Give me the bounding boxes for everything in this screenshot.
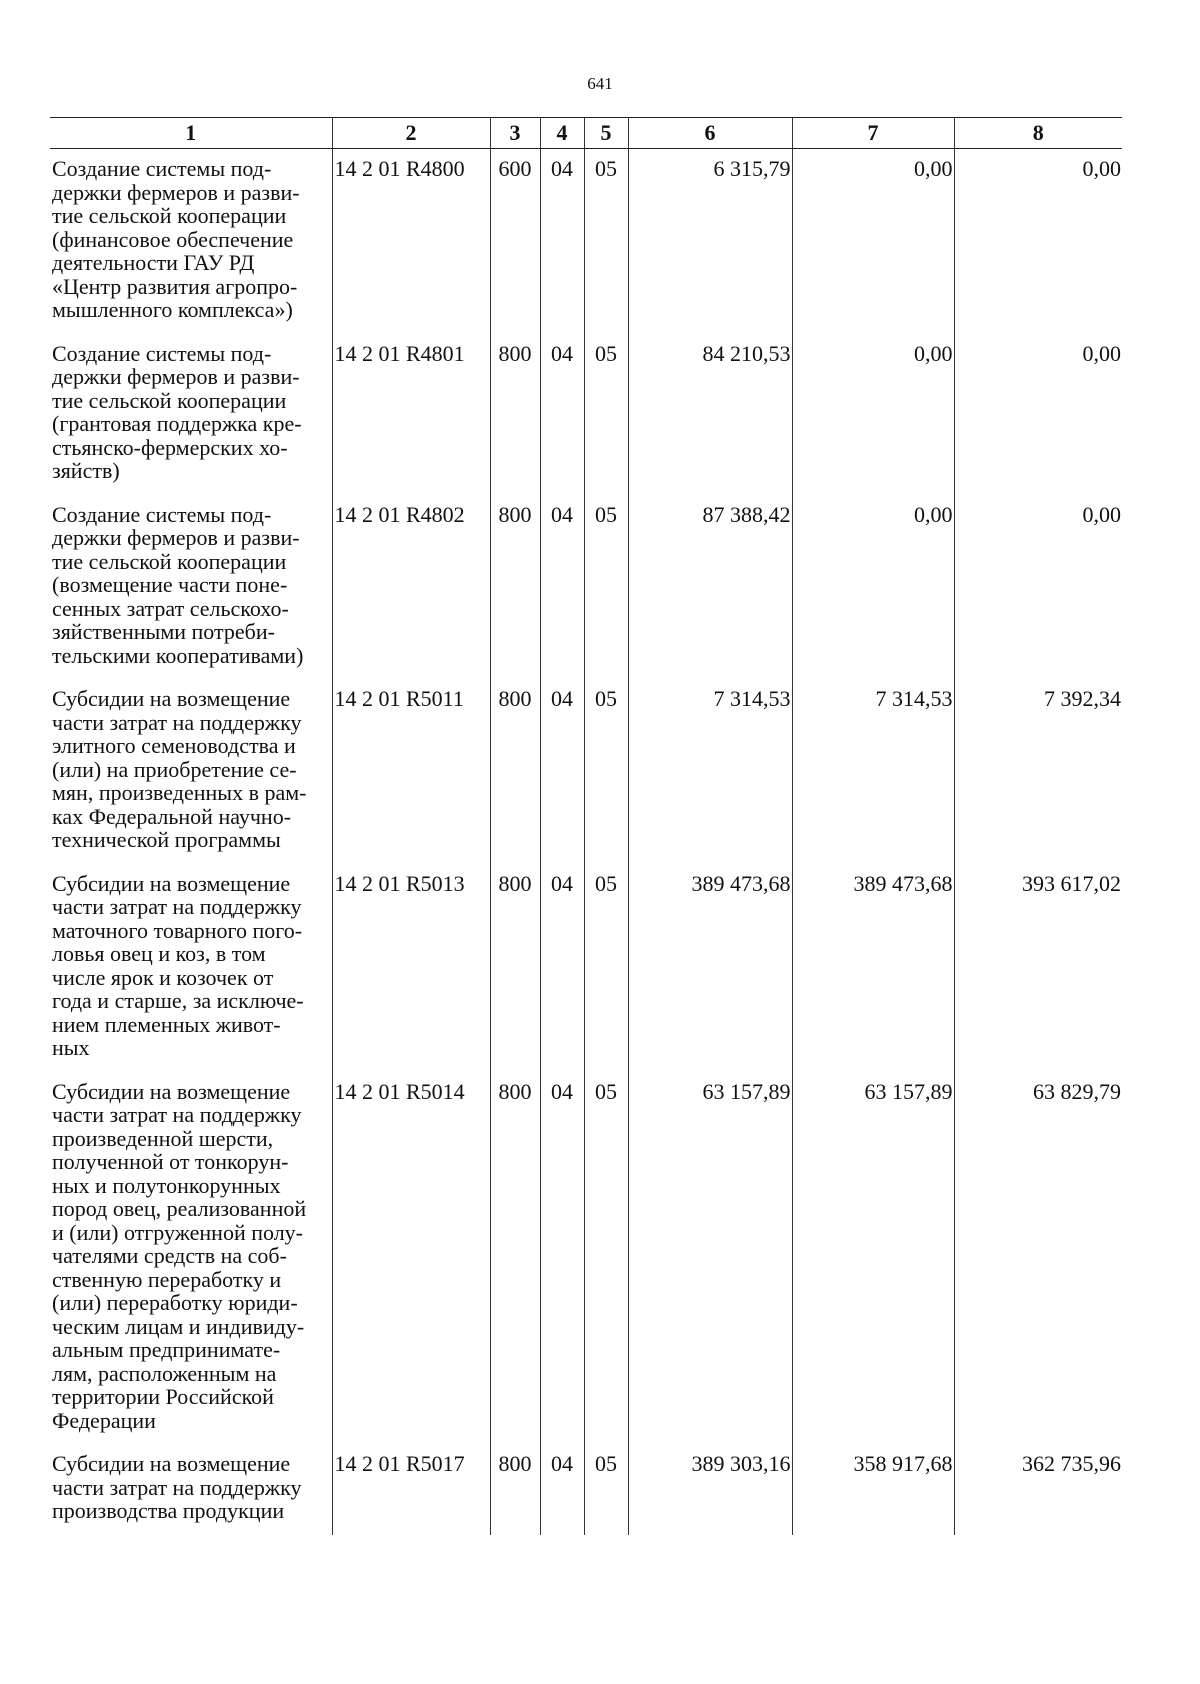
row-description: Создание системы под- держки фермеров и разви- тие сельской кооперации (финансовое обеспечение деятельности ГАУ РД «Центр развития агропро- мышленного комплекса»)	[52, 156, 300, 322]
row-value-7: 0,00	[792, 149, 954, 334]
row-value-8: 0,00	[954, 495, 1122, 680]
column-header-4: 4	[540, 118, 584, 149]
column-header-6: 6	[628, 118, 792, 149]
row-code: 14 2 01 R4800	[332, 149, 490, 334]
page-number: 641	[587, 74, 613, 93]
row-col3: 800	[490, 1072, 540, 1445]
table-row	[50, 149, 1122, 334]
row-col4: 04	[540, 1072, 584, 1445]
row-col4: 04	[540, 149, 584, 334]
row-code: 14 2 01 R5017	[332, 1444, 490, 1535]
table-row	[50, 1072, 1122, 1445]
row-col5: 05	[584, 149, 628, 334]
table-row	[50, 495, 1122, 680]
header-row	[50, 118, 1122, 149]
table-row	[50, 864, 1122, 1072]
row-value-7: 389 473,68	[792, 864, 954, 1072]
column-header-8: 8	[954, 118, 1122, 149]
column-header-2: 2	[332, 118, 490, 149]
row-description: Субсидии на возмещение части затрат на поддержку элитного семеноводства и (или) на приобретение се- мян, произведенных в рам- ках Федеральной научно- технической программы	[52, 686, 307, 852]
row-value-8: 362 735,96	[954, 1444, 1122, 1535]
row-value-7: 358 917,68	[792, 1444, 954, 1535]
row-value-6: 7 314,53	[628, 679, 792, 864]
row-description: Субсидии на возмещение части затрат на поддержку маточного товарного пого- ловья овец и коз, в том числе ярок и козочек от года и старше, за исключе- нием племенных живот- ных	[52, 870, 304, 1060]
row-value-8: 63 829,79	[954, 1072, 1122, 1445]
row-value-6: 6 315,79	[628, 149, 792, 334]
budget-table	[50, 117, 1122, 1535]
row-value-7: 0,00	[792, 495, 954, 680]
row-value-7: 0,00	[792, 334, 954, 495]
table-row	[50, 679, 1122, 864]
row-value-7: 63 157,89	[792, 1072, 954, 1445]
row-code: 14 2 01 R5013	[332, 864, 490, 1072]
row-col4: 04	[540, 864, 584, 1072]
row-code: 14 2 01 R4801	[332, 334, 490, 495]
row-description: Создание системы под- держки фермеров и разви- тие сельской кооперации (грантовая поддержка кре- стьянско-фермерских хо- зяйств)	[52, 340, 302, 483]
row-value-8: 0,00	[954, 149, 1122, 334]
table-row	[50, 1444, 1122, 1535]
row-value-7: 7 314,53	[792, 679, 954, 864]
column-header-1: 1	[50, 118, 332, 149]
row-col4: 04	[540, 334, 584, 495]
row-value-8: 393 617,02	[954, 864, 1122, 1072]
row-value-8: 7 392,34	[954, 679, 1122, 864]
row-col5: 05	[584, 334, 628, 495]
row-col3: 800	[490, 495, 540, 680]
row-col3: 800	[490, 679, 540, 864]
column-header-3: 3	[490, 118, 540, 149]
table-row	[50, 334, 1122, 495]
row-col3: 800	[490, 864, 540, 1072]
row-description: Создание системы под- держки фермеров и разви- тие сельской кооперации (возмещение части поне- сенных затрат сельскохо- зяйственными потреби- тельскими кооперативами)	[52, 501, 304, 668]
row-value-8: 0,00	[954, 334, 1122, 495]
row-col3: 800	[490, 334, 540, 495]
row-description: Субсидии на возмещение части затрат на поддержку производства продукции	[52, 1451, 302, 1523]
row-col4: 04	[540, 1444, 584, 1535]
row-code: 14 2 01 R5014	[332, 1072, 490, 1445]
row-col4: 04	[540, 495, 584, 680]
row-value-6: 389 473,68	[628, 864, 792, 1072]
row-col4: 04	[540, 679, 584, 864]
row-value-6: 389 303,16	[628, 1444, 792, 1535]
row-col5: 05	[584, 864, 628, 1072]
row-col3: 600	[490, 149, 540, 334]
row-col3: 800	[490, 1444, 540, 1535]
row-value-6: 87 388,42	[628, 495, 792, 680]
row-description: Субсидии на возмещение части затрат на поддержку произведенной шерсти, полученной от тонкорун- ных и полутонкорунных пород овец, реализованной и (или) отгруженной полу- чателями средств на соб- ственную переработку и (или) переработку юриди- ческим лицам и индивиду- альным предпринимате- лям, расположенным на территории Российской Федерации	[52, 1078, 307, 1433]
column-header-7: 7	[792, 118, 954, 149]
row-col5: 05	[584, 495, 628, 680]
row-col5: 05	[584, 679, 628, 864]
row-code: 14 2 01 R4802	[332, 495, 490, 680]
row-value-6: 84 210,53	[628, 334, 792, 495]
row-code: 14 2 01 R5011	[332, 679, 490, 864]
column-header-5: 5	[584, 118, 628, 149]
row-col5: 05	[584, 1072, 628, 1445]
row-col5: 05	[584, 1444, 628, 1535]
row-value-6: 63 157,89	[628, 1072, 792, 1445]
